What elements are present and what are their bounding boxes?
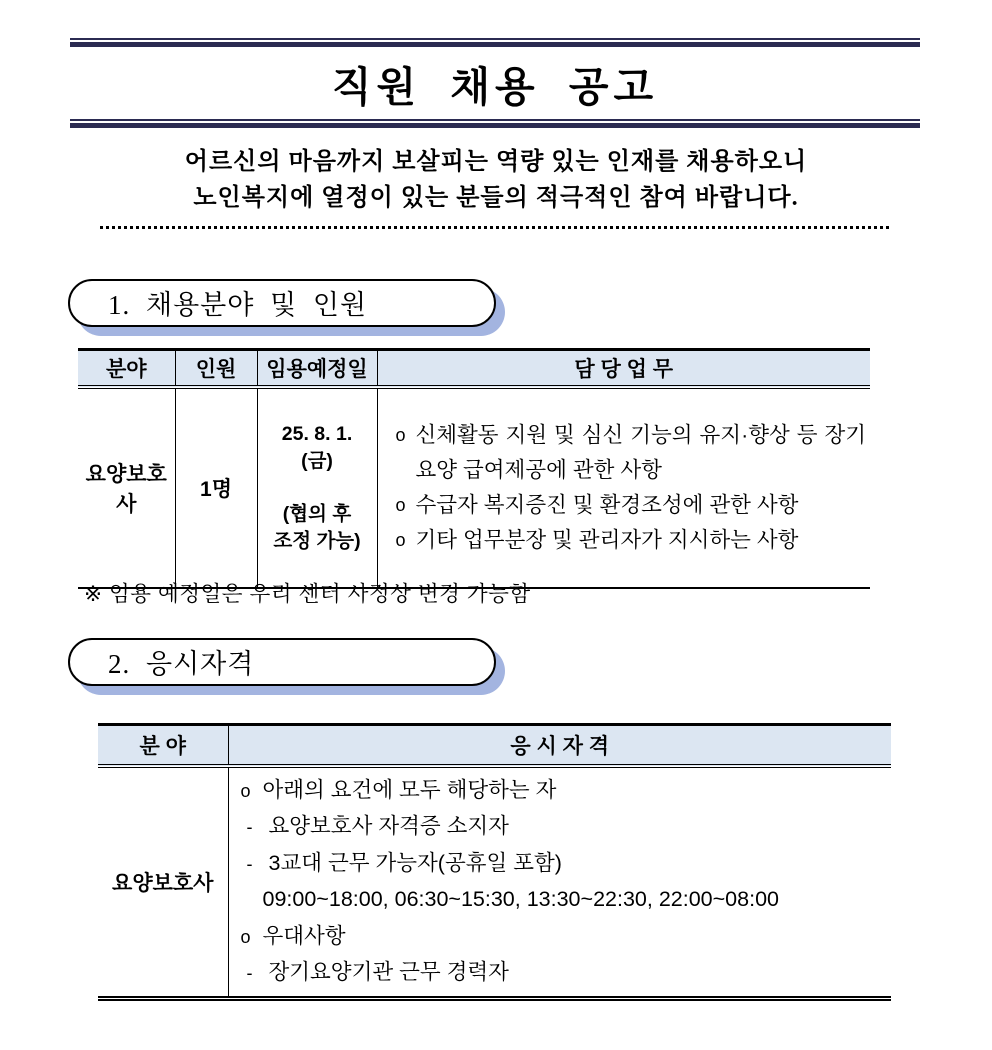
title-top-thin-rule (70, 38, 920, 40)
title-bottom-thick-rule (70, 123, 920, 128)
header-field: 분야 (78, 350, 175, 388)
header-qualification: 응 시 자 격 (228, 725, 891, 767)
date-line: (금) (301, 450, 333, 472)
header-duties: 담 당 업 무 (377, 350, 870, 388)
dash-bullet-icon: - (246, 963, 253, 983)
qualification-item (239, 846, 886, 883)
circle-bullet-icon: o (395, 530, 406, 550)
duties-cell (377, 387, 870, 588)
dash-bullet-icon: - (246, 853, 253, 874)
qualifications-cell (228, 766, 891, 999)
qualification-text: 아래의 요건에 모두 해당하는 자 (262, 777, 557, 802)
qualification-table-header-row (98, 725, 891, 767)
duty-item (392, 488, 867, 523)
circle-bullet-icon: o (240, 780, 251, 801)
qualification-item (239, 809, 886, 846)
qualification-text: 장기요양기관 근무 경력자 (268, 960, 509, 984)
qualification-item (239, 955, 886, 992)
duty-item (392, 418, 867, 488)
intro-paragraph (0, 144, 992, 216)
header-date: 임용예정일 (257, 350, 377, 388)
section2-heading: 2. 응시자격 (68, 638, 496, 686)
recruitment-table-header-row (78, 350, 870, 388)
table-row (98, 766, 891, 999)
qualification-text: 요양보호사 자격증 소지자 (268, 814, 509, 838)
date-line: (협의 후 (282, 503, 352, 525)
dotted-divider (100, 226, 890, 229)
duty-item (392, 523, 867, 558)
title-block (70, 38, 920, 128)
page-title: 직원 채용 공고 (331, 64, 659, 110)
duty-text: 수급자 복지증진 및 환경조성에 관한 사항 (415, 493, 799, 517)
header-count: 인원 (175, 350, 257, 388)
header-field: 분 야 (98, 725, 228, 767)
qualification-text: 09:00~18:00, 06:30~15:30, 13:30~22:30, 22:00~08:00 (262, 887, 779, 911)
qualification-text: 3교대 근무 가능자(공휴일 포함) (268, 850, 562, 875)
qualification-item (239, 882, 886, 919)
dash-bullet-icon: - (246, 817, 253, 837)
field-cell: 요양보호사 (78, 387, 175, 588)
title-bottom-thin-rule (70, 119, 920, 121)
recruitment-table (78, 348, 870, 589)
qualification-text: 우대사항 (262, 923, 346, 948)
circle-bullet-icon: o (395, 495, 406, 515)
duty-text: 기타 업무분장 및 관리자가 지시하는 사항 (415, 528, 799, 552)
date-line: 조정 가능) (273, 530, 361, 552)
field-cell: 요양보호사 (98, 766, 228, 999)
duty-text: 신체활동 지원 및 심신 기능의 유지·향상 등 장기요양 급여제공에 관한 사항 (415, 423, 866, 482)
date-cell (257, 387, 377, 588)
intro-line-2: 노인복지에 열정이 있는 분들의 적극적인 참여 바랍니다. (193, 185, 799, 211)
circle-bullet-icon: o (240, 926, 251, 947)
qualification-item (239, 919, 886, 956)
qualification-table (98, 723, 891, 1001)
date-line: 25. 8. 1. (281, 423, 353, 445)
table-note: ※ 임용 예정일은 우리 센터 사정상 변경 가능함 (84, 582, 531, 606)
section1-heading: 1. 채용분야 및 인원 (68, 279, 496, 327)
intro-line-1: 어르신의 마음까지 보살피는 역량 있는 인재를 채용하오니 (184, 149, 808, 175)
qualification-item (239, 773, 886, 810)
circle-bullet-icon: o (395, 425, 406, 445)
table-row (78, 387, 870, 588)
count-cell: 1명 (175, 387, 257, 588)
